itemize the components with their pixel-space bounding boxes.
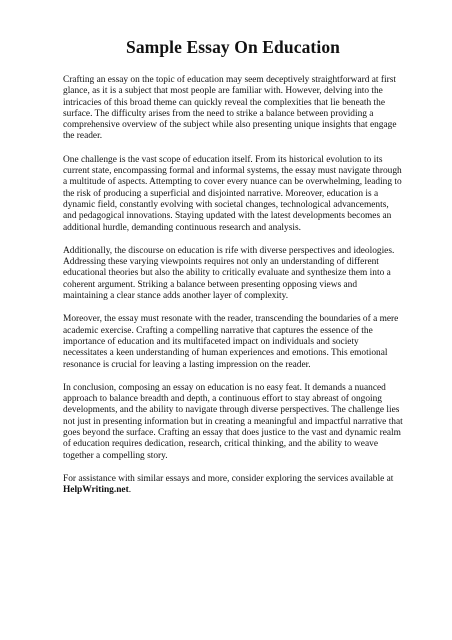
closing-period: . — [128, 485, 132, 496]
paragraph-intro: Crafting an essay on the topic of education may seem deceptively straightforward at first glance, as it is a subject that most people are familiar with. However, delving into the intricacies of this broad theme can quickly reveal the complexities that lie beneath the surface. The difficulty arises from the need to strike a balance between providing a comprehensive overview of the subject while also presenting unique insights that engage the reader. — [63, 75, 397, 142]
document-title: Sample Essay On Education — [125, 37, 340, 57]
closing-paragraph — [63, 474, 403, 497]
brand-name: HelpWriting.net — [63, 485, 129, 496]
paragraph-resonance: Moreover, the essay must resonate with the reader, transcending the boundaries of a mere academic exercise. Crafting a compelling narrative that captures the essence of the importance of education and its multifaceted impact on individuals and society necessitates a keen understanding of human experiences and emotions. This emotional resonance is crucial for leaving a lasting impression on the reader. — [63, 314, 399, 370]
paragraph-perspectives: Additionally, the discourse on education is rife with diverse perspectives and ideologies. Addressing these varying viewpoints requires not only an understanding of different educational theories but also the ability to critically evaluate and synthesize them into a coherent argument. Striking a balance between presenting opposing views and maintaining a clear stance adds another layer of complexity. — [63, 245, 395, 302]
paragraph-scope: One challenge is the vast scope of education itself. From its historical evolution to its current state, encompassing formal and informal systems, the essay must navigate through a multitude of aspects. Attempting to cover every nuance can be overwhelming, leading to the risk of producing a superficial and disjointed narrative. Moreover, education is a dynamic field, constantly evolving with societal changes, technological advancements, and pedagogical innovations. Staying updated with the latest developments becomes an additional hurdle, demanding continuous research and analysis. — [63, 154, 402, 233]
closing-text: For assistance with similar essays and more, consider exploring the services available at — [63, 473, 394, 484]
paragraph-conclusion: In conclusion, composing an essay on education is no easy feat. It demands a nuanced approach to balance breadth and depth, a continuous effort to stay abreast of ongoing developments, and the ability to navigate through diverse perspectives. The challenge lies not just in presenting information but in creating a meaningful and impactful narrative that goes beyond the surface. Crafting an essay that does justice to the vast and dynamic realm of education requires dedication, research, critical thinking, and the ability to weave together a compelling story. — [63, 382, 403, 461]
